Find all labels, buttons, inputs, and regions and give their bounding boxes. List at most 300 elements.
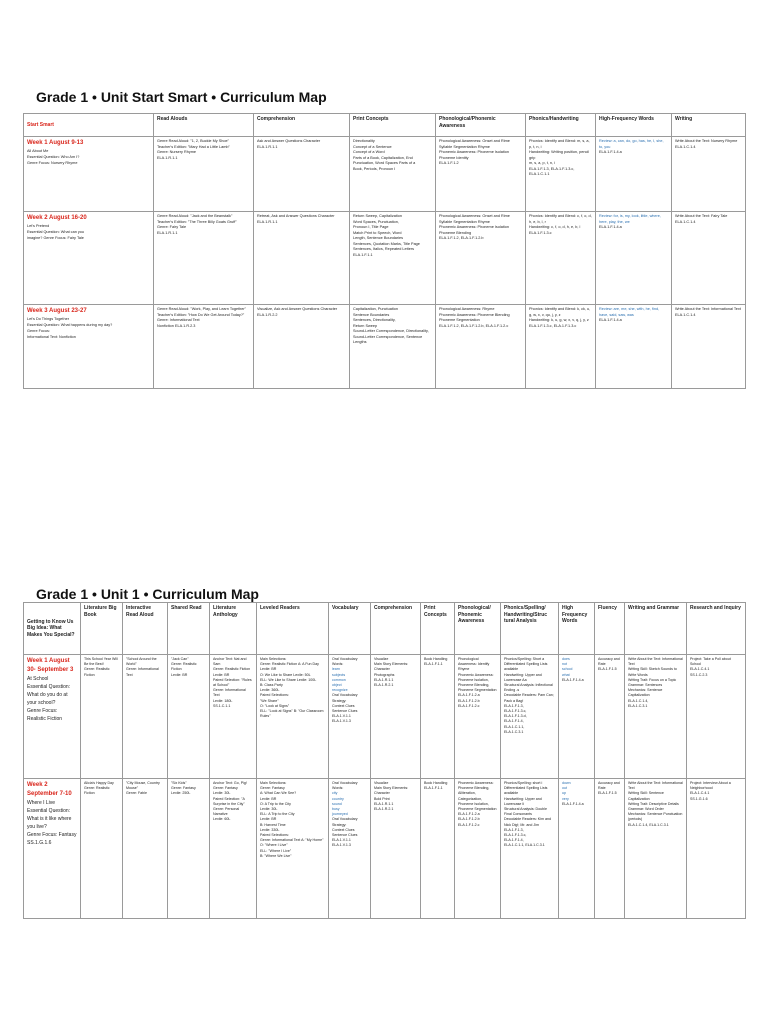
comprehension-cell [371, 779, 421, 919]
cell-line: Genre: Fantasy [213, 786, 238, 791]
col-header: Phonological/ Phonemic Awareness [455, 603, 501, 655]
leveled-readers-cell [257, 779, 329, 919]
cell-line: Sentence Clues [332, 833, 358, 838]
cell-line: Sentence Clues [332, 709, 358, 714]
cell-line: ELA.1.V.1.3 [332, 843, 351, 848]
genre-focus: Genre Focus: Realistic Fiction [27, 708, 63, 722]
shared-read-cell [168, 779, 210, 919]
phonological-cell [436, 212, 526, 305]
cell-line: not [562, 662, 567, 667]
cell-line: ELA.1.R.2.1 [374, 683, 394, 688]
cell-line: Teacher's Edition: "How Do We Get Around Today?" [157, 312, 245, 317]
cell-line: Lexile: 180L [213, 698, 233, 703]
vocabulary-cell [329, 655, 371, 779]
cell-line: down [562, 781, 571, 785]
cell-line: Nonfiction ELA.1.R.2.3 [157, 323, 196, 328]
cell-line: ELA.1.R.1.1 [257, 219, 278, 224]
research-cell [687, 779, 746, 919]
cell-line: ELL: "Where I Live" [260, 848, 292, 853]
col-header: Print Concepts [350, 114, 436, 137]
cell-line: ELA.1.F.1.2, ELA.1.F.1.2.b, ELA.1.F.1.2.c [439, 323, 509, 328]
table-row [24, 137, 746, 212]
cell-line: Sentences, Italics, Repeated Letters ELA.1.F.1.1 [353, 247, 414, 257]
cell-line: Grammar: Word Order [628, 807, 664, 812]
week-cell [24, 655, 81, 779]
writing-cell [625, 655, 687, 779]
cell-line: "Six Kids" [171, 781, 187, 785]
cell-line: ELA.1.F.1.2.b [458, 817, 480, 822]
writing-cell [672, 137, 746, 212]
comprehension-cell [254, 305, 350, 389]
cell-line: Word Spaces, Punctuation, [353, 219, 399, 224]
cell-line: Genre Read Aloud: "1, 2, Buckle My Shoe" [157, 139, 229, 143]
cell-line: Phonemic Awareness: Phoneme Isolation, Phoneme Blending, Phoneme Segmentation [458, 672, 497, 693]
cell-line: Genre: Personal Narrative [213, 807, 240, 817]
cell-line: ELA.1.F.1.4.a [599, 318, 622, 322]
cell-line: journeyed [332, 812, 348, 817]
cell-line: ELA.1.F.1.4, [504, 838, 524, 843]
cell-line: ELA.1.R.2.2 [257, 312, 278, 317]
cell-line: Phonics/Spelling: Short a [504, 657, 545, 661]
cell-line: ELA.1.F.1.2, ELA.1.F.1.2.b [439, 236, 484, 240]
cell-line: ELA.1.C.1.1, [504, 724, 525, 729]
cell-line: Visualize, Ask and Answer Questions Character [257, 307, 338, 311]
cell-line: Write About the Text: Informational Text [628, 781, 683, 791]
cell-line: learn [332, 667, 340, 672]
anthology-cell [210, 655, 257, 779]
genre-focus: Genre Focus: [27, 329, 51, 334]
cell-line: Concept of a Word [353, 150, 385, 154]
theme: Let's Pretend [27, 224, 50, 228]
col-header: High-Frequency Words [596, 114, 672, 137]
cell-line: Sound-Letter Correspondence, Sentence Lengths [353, 334, 423, 344]
col-header: Interactive Read Aloud [123, 603, 168, 655]
cell-line: ELA.1.R.1.1 [157, 230, 178, 235]
genre-focus-value: Informational Text: Nonfiction [27, 335, 76, 340]
cell-line: country [332, 796, 344, 801]
cell-line: Lexile: 30L [260, 807, 278, 812]
cell-line: Genre: Realistic Fiction [213, 667, 251, 672]
week-cell [24, 212, 154, 305]
cell-line: ELA.1.C.1.1, ELA.1.C.3.1 [504, 843, 545, 848]
cell-line: Phonological Awareness: Onset and Rime [439, 139, 510, 143]
cell-line: Mechanics: Sentence Capitalization [628, 688, 663, 698]
writing-cell [672, 212, 746, 305]
cell-line: recognize [332, 688, 348, 693]
cell-line: ELA.1.F.1.4, [504, 719, 524, 724]
cell-line: Phonics/Spelling: short i [504, 781, 543, 785]
cell-line: This School Year Will Be the Best! [84, 657, 118, 667]
map1-title: Grade 1 • Unit Start Smart • Curriculum Map [36, 89, 327, 105]
shared-read-cell [168, 655, 210, 779]
cell-line: Context Clues [332, 827, 355, 832]
cell-line: ELA.1.F.1.3, [504, 703, 524, 708]
cell-line: Phonics: Identify and Blend: m, s, a, p, t, n, i [529, 139, 590, 149]
cell-line: ELA.1.R.1.1 [257, 144, 278, 149]
table-row [24, 212, 746, 305]
cell-line: A: What Can We See? [260, 791, 297, 796]
cell-line: ELA.1.C.4.1 [690, 791, 710, 796]
cell-line: Project: Interview About a Neighborhood [690, 781, 731, 791]
cell-line: Handwriting: k, u, g, w, x, v, q, j, y, z [529, 318, 589, 322]
theme: All About Me [27, 149, 49, 153]
cell-line: Write About the Text: Informational Text [675, 307, 741, 311]
cell-line: sound [332, 801, 342, 806]
cell-line: "We Share" [260, 698, 279, 703]
col-header: Phonics/Spelling/ Handwriting/Struc tural Analysis [501, 603, 559, 655]
cell-line: ELA.1.F.1.5 [598, 791, 617, 796]
cell-line: ELA.1.F.1.3, ELA.1.F.1.3.c, ELA.1.C.1.1 [529, 166, 575, 176]
cell-line: ELA.1.F.1.3.c [529, 230, 552, 235]
cell-line: up [562, 791, 566, 796]
cell-line: ELA.1.C.4.1 [690, 667, 710, 672]
cell-line: Visualize [374, 781, 389, 785]
read-alouds-cell [154, 305, 254, 389]
essential-question-text: What do you do at your school? [27, 692, 68, 706]
phonics-cell [526, 305, 596, 389]
cell-line: Genre: Informational Text [213, 688, 246, 698]
cell-line: ELA.1.V.1.1 [332, 838, 351, 843]
genre-focus: imagine? Genre Focus: Fairy Tale [27, 236, 84, 241]
col-header: Leveled Readers [257, 603, 329, 655]
cell-line: ELA.1.F.1.3.c, [504, 709, 527, 714]
cell-line: Phonemic Awareness: Phoneme Isolation [439, 225, 510, 229]
cell-line: Anchor Text: Go, Pig! [213, 781, 247, 785]
cell-line: ELA.1.C.1.4, [628, 698, 649, 703]
cell-line: ELA.1.C.3.1 [504, 729, 524, 734]
col-header: Print Concepts [421, 603, 455, 655]
cell-line: Phonemic Awareness: Phoneme Isolation [439, 150, 510, 154]
col-header: High Frequency Words [559, 603, 595, 655]
cell-line: Photographs [374, 672, 395, 677]
cell-line: object [332, 683, 342, 688]
cell-line: Accuracy and Rate [598, 781, 620, 791]
cell-line: Structural Analysis: Double Final Consonants [504, 807, 547, 817]
col-header: Shared Read [168, 603, 210, 655]
col-header: Vocabulary [329, 603, 371, 655]
print-concepts-cell [350, 212, 436, 305]
cell-line: Writing Skill: Sketch Sounds to Write Words [628, 667, 677, 677]
cell-line: Main Selections: [260, 657, 287, 661]
big-idea-cell: Getting to Know Us Big Idea: What Makes You Special? [24, 603, 81, 655]
cell-line: Bold Print [374, 796, 390, 801]
cell-line: Writing Trait: Descriptive Details [628, 801, 679, 806]
cell-line: "Jack Can" [171, 657, 189, 661]
cell-line: B: Harvest Time [260, 822, 286, 827]
essential-question: Essential Question: [27, 684, 71, 690]
cell-line: Lexile: 360L [260, 688, 280, 693]
standard: SS.1.G.1.6 [27, 840, 52, 846]
cell-line: ELA.1.R.1.1 [374, 801, 394, 806]
comprehension-cell [254, 137, 350, 212]
col-header: Fluency [595, 603, 625, 655]
print-concepts-cell [421, 779, 455, 919]
essential-question: Essential Question: What can you [27, 230, 84, 235]
cell-line: ELA.1.F.1.3, [504, 827, 524, 832]
writing-cell [672, 305, 746, 389]
week-cell [24, 779, 81, 919]
cell-line: Main Selections: [260, 781, 287, 785]
cell-line: Phonological Awareness: Identify Rhyme [458, 657, 490, 672]
cell-line: "School Around the World" [126, 657, 157, 667]
start-smart-label: Start Smart [24, 114, 154, 137]
cell-line: Genre: Informational Text A: "My Home" [260, 838, 324, 843]
cell-line: Accuracy and Rate [598, 657, 620, 667]
table-row [24, 779, 746, 919]
cell-line: B: "Where We Live" [260, 853, 292, 858]
cell-line: Oral Vocabulary Words: [332, 781, 358, 791]
print-concepts-cell [421, 655, 455, 779]
cell-line: ELA.1.F.1.2 [439, 161, 459, 165]
phonological-cell [436, 305, 526, 389]
cell-line: Oral Vocabulary Strategy: [332, 693, 358, 703]
fluency-cell [595, 779, 625, 919]
cell-line: Main Story Elements: Character [374, 662, 409, 672]
cell-line: Genre: Fable [126, 791, 147, 796]
phonics-cell [526, 137, 596, 212]
cell-line: ELA.1.F.1.2.c [458, 703, 480, 708]
cell-line: Review: for, is, my, look, little, where, here, play, the, we [599, 214, 661, 224]
cell-line: Ask and Answer Questions Character [257, 139, 321, 143]
cell-line: Alicia's Happy Day [84, 781, 114, 785]
cell-line: Structural Analysis: Inflectional Ending -s [504, 683, 553, 693]
cell-line: Phonological Awareness: Onset and Rime [439, 214, 510, 218]
curriculum-table-start-smart [23, 113, 746, 389]
big-book-cell [81, 655, 123, 779]
print-concepts-cell [350, 305, 436, 389]
print-concepts-cell [350, 137, 436, 212]
cell-line: Lexile: 330L [260, 827, 280, 832]
cell-line: ELA.1.C.1.4 [675, 312, 696, 317]
phonological-cell [455, 655, 501, 779]
cell-line: SS.1.C.1.1 [213, 703, 231, 708]
cell-line: Handwriting: c, f, o, d, h, e, b, l [529, 225, 581, 229]
comprehension-cell [371, 655, 421, 779]
cell-line: Sentence Boundaries [353, 312, 390, 317]
hfw-cell [596, 305, 672, 389]
cell-line: ELA.1.F.1.2.a [458, 693, 480, 698]
cell-line: Genre: Fantasy [171, 786, 196, 791]
table-row [24, 305, 746, 389]
cell-line: ELA.1.F.1.3.d, [504, 714, 527, 719]
cell-line: ELA.1.F.1.1 [424, 786, 443, 791]
week-label: Week 3 August 23-27 [27, 308, 87, 314]
phonological-cell [436, 137, 526, 212]
cell-line: Lexile: BR [260, 796, 277, 801]
cell-line: Handwriting: Upper and Lowercase Ii [504, 796, 542, 806]
cell-line: subjects [332, 672, 346, 677]
col-header: Comprehension [371, 603, 421, 655]
cell-line: Sentences, Quotation Marks, Title Page [353, 241, 420, 246]
cell-line: Book, Periods, Pronoun I [353, 166, 396, 171]
col-header: Writing [672, 114, 746, 137]
cell-line: Match Print to Speech, Word [353, 230, 402, 235]
cell-line: Paired Selections: [260, 693, 289, 698]
cell-line: Lexile: BR [260, 667, 277, 672]
cell-line: Genre: Realistic Fiction [171, 662, 197, 672]
cell-line: Write About the Text: Informational Text [628, 657, 683, 667]
cell-line: ELL: We Like to Share Lexile: 100L [260, 677, 317, 682]
cell-line: Main Story Elements: Character [374, 786, 409, 796]
cell-line: Handwriting: Writing position, pencil grip [529, 150, 590, 160]
cell-line: Phonemic Awareness: Phoneme Blending, Alliteration, Categorization, Phoneme Isolation, Phoneme Segmentation [458, 781, 497, 812]
cell-line: B: Class Party [260, 683, 283, 688]
cell-line: O: A Trip to the City [260, 801, 291, 806]
cell-line: Parts of a Book, Capitalization, End [353, 155, 413, 160]
cell-line: Genre: Informational Text [126, 667, 159, 677]
genre-focus: Genre Focus: Nursery Rhyme [27, 161, 78, 166]
cell-line: ELA.1.F.1.3.c, ELA.1.F.1.3.c [529, 323, 577, 328]
cell-line: Genre: Fantasy [260, 786, 285, 791]
cell-line: ELA.1.C.3.1 [628, 703, 648, 708]
week-cell [24, 137, 154, 212]
cell-line: out [562, 786, 567, 791]
cell-line: Phoneme Blending [439, 230, 472, 235]
cell-line: ELA.1.F.1.2.a [458, 812, 480, 817]
essential-question: Essential Question: What happens during my day? [27, 323, 113, 328]
col-header: Literature Big Book [81, 603, 123, 655]
cell-line: ELA.1.F.1.4.a [599, 225, 622, 229]
cell-line: Phoneme Identity [439, 155, 469, 160]
theme: Where I Live [27, 800, 56, 806]
cell-line: Mechanics: Sentence Punctuation (periods) [628, 812, 683, 822]
cell-line: Book Handling [424, 657, 448, 661]
cell-line: O: "Look at Signs" [260, 703, 290, 708]
cell-line: "City Mouse, Country Mouse" [126, 781, 160, 791]
curriculum-table-unit-1 [23, 602, 746, 919]
cell-line: Retreat, Ask and Answer Questions Character [257, 214, 335, 218]
cell-line: Oral Vocabulary Strategy: [332, 817, 358, 827]
col-header: Literature Anthology [210, 603, 257, 655]
cell-line: ELA.1.R.2.1 [374, 807, 394, 812]
cell-line: Teacher's Edition: "Mary Had a Little Lamb" [157, 144, 230, 149]
cell-line: Phonemic Awareness: Phoneme Blending [439, 312, 510, 317]
cell-line: what [562, 672, 570, 677]
cell-line: Lexile: 60L [213, 817, 231, 822]
cell-line: Decodable Readers: Kim and Nick Dig!; Mr. and Jim [504, 817, 551, 827]
week-label: Week 2 August 16-20 [27, 215, 87, 221]
cell-line: Book Handling [424, 781, 448, 785]
week-label: Week 2 September 7-10 [27, 782, 72, 797]
cell-line: Oral Vocabulary Words: [332, 657, 358, 667]
vocabulary-cell [329, 779, 371, 919]
cell-line: Lexile: 250L [171, 791, 191, 796]
cell-line: ELA.1.F.1.2.c [458, 822, 480, 827]
cell-line: Return Sweep [353, 323, 378, 328]
col-header: Research and Inquiry [687, 603, 746, 655]
cell-line: Genre: Nursery Rhyme [157, 150, 197, 154]
cell-line: Concept of a Sentence [353, 144, 392, 149]
cell-line: m, s, a, p, t, n, i [529, 161, 555, 165]
cell-line: SS.1.G.1.6 [690, 796, 708, 801]
cell-line: common [332, 677, 346, 682]
cell-line: O: We Like to Share Lexile: 50L [260, 672, 311, 677]
theme: At School [27, 676, 49, 682]
cell-line: ELA.1.F.1.4.a [562, 677, 584, 682]
essential-question: Essential Question: Who Am I? [27, 155, 80, 160]
hfw-cell [596, 212, 672, 305]
cell-line: Punctuation, Word Spaces Parts of a [353, 161, 416, 165]
cell-line: Grammar: Sentences [628, 683, 663, 688]
hfw-cell [559, 779, 595, 919]
cell-line: ELA.1.V.1.3 [332, 719, 351, 724]
phonics-cell [501, 655, 559, 779]
cell-line: ELA.1.R.1.1 [374, 677, 394, 682]
cell-line: Phonics: Identify and Blend: k, ck, u, g, w, x, v, qu, j, y, z [529, 307, 591, 317]
cell-line: Review: are, me, she, with, he, find, have, said, saw, was [599, 307, 660, 317]
map2-title: Grade 1 • Unit 1 • Curriculum Map [36, 586, 259, 602]
cell-line: ELA.1.C.1.4, ELA.1.C.3.1 [628, 822, 669, 827]
cell-line: ELA.1.C.1.4 [675, 144, 696, 149]
cell-line: Syllable Segmentation Rhyme [439, 219, 490, 224]
cell-line: Genre: Realistic Fiction [84, 667, 110, 677]
leveled-readers-cell [257, 655, 329, 779]
col-header: Read Alouds [154, 114, 254, 137]
cell-line: Genre Read Aloud: "Jack and the Beanstalk" [157, 214, 233, 218]
cell-line: Paired Selection: "Rules at School" [213, 677, 252, 688]
cell-line: SS.1.C.2.3 [690, 672, 708, 677]
big-book-cell [81, 779, 123, 919]
cell-line: Writing Skill: Sentence Capitalization [628, 791, 664, 801]
col-header: Phonological/Phonemic Awareness [436, 114, 526, 137]
cell-line: Directionality [353, 139, 375, 143]
cell-line: Syllable Segmentation Rhyme [439, 144, 490, 149]
cell-line: Writing Trait: Focus on a Topic [628, 677, 677, 682]
hfw-cell [559, 655, 595, 779]
read-alouds-cell [154, 137, 254, 212]
cell-line: ELA.1.C.1.4 [675, 219, 696, 224]
cell-line: Genre: Realistic Fiction [84, 786, 110, 796]
cell-line: school [562, 667, 573, 672]
cell-line: Lexile: BR [260, 817, 277, 822]
cell-line: ELL: A Trip to the City [260, 812, 295, 817]
cell-line: Return Sweep, Capitalization [353, 214, 402, 218]
cell-line: does [562, 657, 570, 661]
cell-line: Sound-Letter Correspondence, Directionality, [353, 329, 429, 333]
cell-line: ELL: "Look at Signs" B: "Our Classroom Rules" [260, 709, 324, 719]
hfw-cell [596, 137, 672, 212]
phonological-cell [455, 779, 501, 919]
cell-line: ELA.1.V.1.1 [332, 714, 351, 719]
cell-line: ELA.1.F.1.4.a [562, 801, 584, 806]
cell-line: ELA.1.F.1.4.a [599, 150, 622, 154]
essential-question: Essential Question: [27, 808, 71, 814]
cell-line: Differentiated Spelling Lists available [504, 786, 548, 796]
cell-line: Length, Sentence Boundaries [353, 236, 404, 240]
col-header: Writing and Grammar [625, 603, 687, 655]
cell-line: Project: Take a Poll about School [690, 657, 731, 667]
genre-focus: Genre Focus: Fantasy [27, 832, 77, 838]
read-alouds-cell [154, 212, 254, 305]
week-label: Week 1 August 30- September 3 [27, 658, 74, 673]
week-cell [24, 305, 154, 389]
cell-line: Sentences, Directionality, [353, 318, 396, 322]
read-aloud-cell [123, 655, 168, 779]
cell-line: Genre Read Aloud: "Work, Play, and Learn Together" [157, 307, 247, 311]
cell-line: Lexile: BR [213, 672, 230, 677]
cell-line: Visualize [374, 657, 389, 661]
cell-line: Phonological Awareness: Rhyme [439, 307, 495, 311]
cell-line: Lexile: BR [171, 672, 188, 677]
cell-line: Capitalization, Punctuation [353, 307, 398, 311]
cell-line: ELA.1.F.1.3.c, [504, 833, 527, 838]
cell-line: Decodable Readers: Pam Can; Pack a Bag! [504, 693, 554, 703]
cell-line: Teacher's Edition: "The Three Billy Goats Gruff" [157, 219, 237, 224]
cell-line: O: "Where I Live" [260, 843, 288, 848]
cell-line: ELA.1.F.1.1 [424, 662, 443, 667]
fluency-cell [595, 655, 625, 779]
cell-line: Review: a, can, do, go, has, he, I, she, to, you [599, 139, 664, 149]
